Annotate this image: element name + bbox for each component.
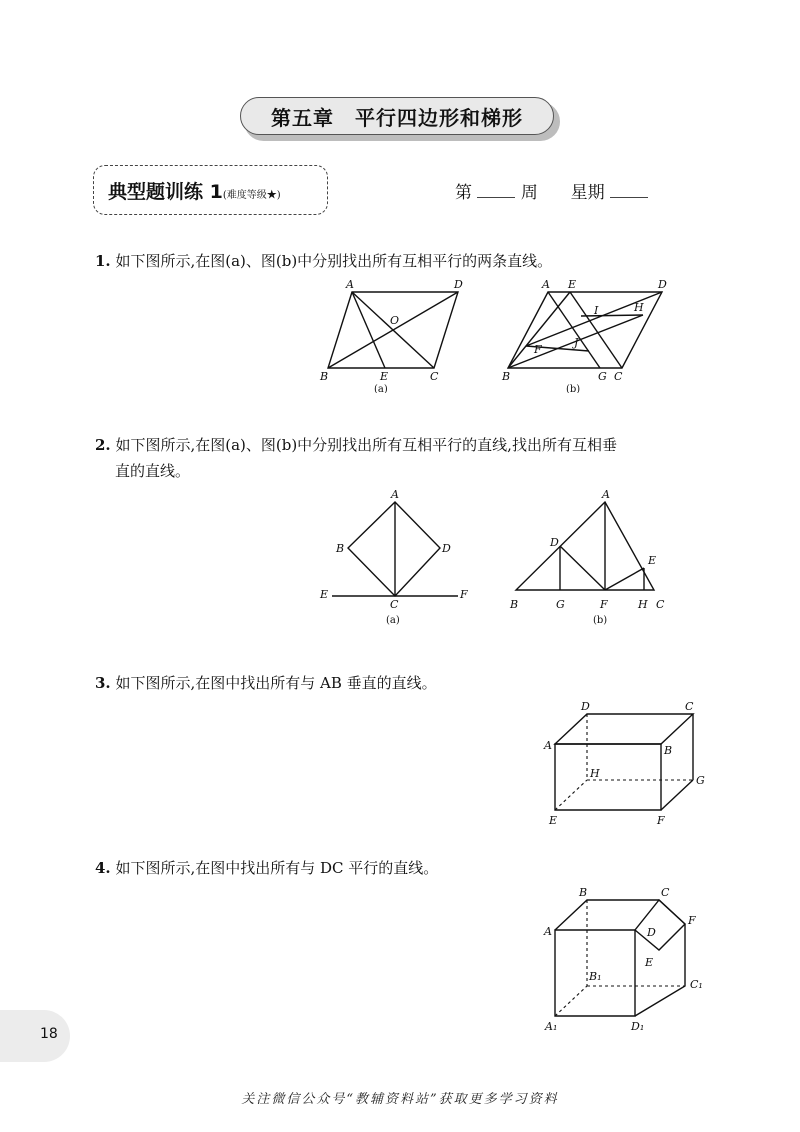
chapter-title: 第五章 平行四边形和梯形	[271, 105, 523, 130]
caption-b: (b)	[593, 615, 608, 626]
caption-a: (a)	[374, 384, 388, 393]
label-h: H	[638, 598, 648, 611]
label-e: E	[549, 814, 558, 827]
segment-df	[560, 546, 605, 590]
label-e: E	[645, 956, 654, 969]
segment-ih	[581, 315, 643, 316]
label-f: F	[460, 588, 468, 601]
hidden-edge-a1-b1	[555, 986, 587, 1016]
label-b1: B₁	[589, 970, 602, 983]
figure-q2a	[310, 484, 480, 632]
question-number: 4.	[95, 859, 111, 877]
question-text: 如下图所示,在图(a)、图(b)中分别找出所有互相平行的两条直线。	[115, 252, 553, 270]
question-text: 如下图所示,在图中找出所有与 DC 平行的直线。	[115, 859, 439, 877]
label-h: H	[634, 301, 644, 314]
label-h: H	[590, 767, 600, 780]
schedule-prefix: 第	[455, 183, 472, 203]
label-d: D	[581, 700, 590, 713]
label-d1: D₁	[631, 1020, 645, 1033]
label-a: A	[346, 278, 354, 291]
figure-q1a	[310, 278, 490, 393]
label-b: B	[664, 744, 673, 757]
label-a: A	[602, 488, 610, 501]
label-d: D	[442, 542, 451, 555]
label-f: F	[657, 814, 665, 827]
label-d: D	[658, 278, 667, 291]
page-number-tab	[0, 1010, 70, 1062]
week-blank	[477, 183, 515, 198]
question-number: 1.	[95, 252, 111, 270]
label-d: D	[454, 278, 463, 291]
square-abcd	[348, 502, 440, 596]
question-2	[95, 432, 715, 484]
label-c: C	[430, 370, 439, 383]
segment-be	[508, 292, 570, 368]
label-j: J	[574, 336, 579, 349]
label-e: E	[648, 554, 657, 567]
figure-q1b	[500, 278, 680, 393]
label-d: D	[550, 536, 559, 549]
label-e: E	[380, 370, 389, 383]
triangle-abc	[516, 502, 657, 590]
label-f: F	[534, 343, 542, 356]
label-g: G	[696, 774, 705, 787]
weekday-blank	[610, 183, 648, 198]
page-number: 18	[40, 1026, 58, 1042]
label-g: G	[598, 370, 607, 383]
label-c: C	[614, 370, 623, 383]
label-a: A	[544, 739, 552, 752]
schedule-weekday: 星期	[570, 183, 605, 203]
label-a: A	[544, 925, 552, 938]
top-outline	[555, 900, 685, 1016]
schedule-line	[455, 178, 648, 203]
label-c: C	[656, 598, 665, 611]
diagonal-bd	[328, 292, 458, 368]
label-i: I	[594, 304, 599, 317]
figure-q4	[535, 880, 720, 1035]
figure-q2b	[500, 484, 680, 632]
segment-ae	[352, 292, 385, 368]
label-b: B	[510, 598, 519, 611]
edge-fg	[661, 780, 693, 810]
caption-b: (b)	[566, 384, 581, 393]
figure-q3	[535, 698, 715, 828]
label-e: E	[320, 588, 329, 601]
label-b: B	[336, 542, 345, 555]
question-number: 2.	[95, 436, 111, 454]
question-3	[95, 670, 715, 696]
label-b: B	[320, 370, 329, 383]
label-b: B	[502, 370, 511, 383]
label-d: D	[647, 926, 656, 939]
label-a: A	[391, 488, 399, 501]
exercise-label-box	[93, 165, 328, 215]
question-text: 如下图所示,在图中找出所有与 AB 垂直的直线。	[115, 674, 437, 692]
schedule-week: 周	[520, 183, 538, 203]
question-number: 3.	[95, 674, 111, 692]
segment-fe	[605, 568, 644, 590]
label-c: C	[390, 598, 399, 611]
label-e: E	[568, 278, 577, 291]
question-1	[95, 248, 715, 274]
question-4	[95, 855, 715, 881]
front-face-abfe	[555, 744, 661, 810]
cut-face	[635, 900, 685, 950]
edge-eh	[555, 780, 587, 810]
chapter-banner	[240, 97, 560, 141]
difficulty-label: (难度等级★)	[222, 190, 281, 201]
label-a: A	[542, 278, 550, 291]
exercise-label: 典型题训练 1	[108, 181, 223, 203]
label-c: C	[661, 886, 670, 899]
label-c1: C₁	[690, 978, 703, 991]
question-text-continued: 直的直线。	[115, 462, 191, 480]
question-text: 如下图所示,在图(a)、图(b)中分别找出所有互相平行的直线,找出所有互相垂	[115, 436, 617, 454]
label-b: B	[579, 886, 588, 899]
footer-note: 关注微信公众号“教辅资料站”获取更多学习资料	[241, 1092, 559, 1107]
label-a1: A₁	[545, 1020, 558, 1033]
label-g: G	[556, 598, 565, 611]
segment-ag	[548, 292, 600, 368]
top-face	[555, 714, 693, 744]
label-c: C	[685, 700, 694, 713]
label-f: F	[600, 598, 608, 611]
label-o: O	[390, 314, 400, 327]
label-f: F	[688, 914, 696, 927]
caption-a: (a)	[386, 615, 400, 626]
